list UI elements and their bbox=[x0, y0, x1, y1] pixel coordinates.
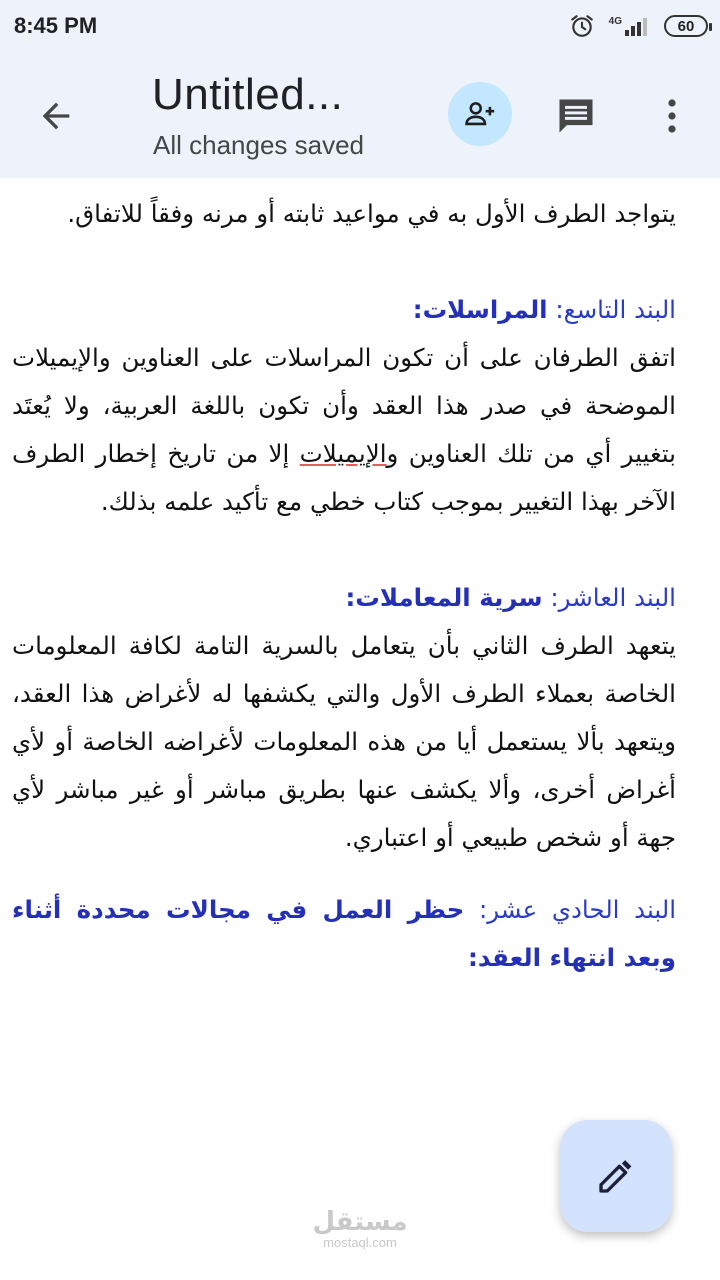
alarm-icon bbox=[569, 13, 595, 39]
clause10-heading bbox=[12, 574, 676, 622]
status-bar bbox=[0, 0, 720, 52]
watermark bbox=[300, 1208, 420, 1250]
back-button[interactable] bbox=[32, 92, 80, 140]
clause9-heading bbox=[12, 286, 676, 334]
edit-pencil-icon bbox=[596, 1156, 636, 1196]
back-arrow-icon bbox=[36, 96, 76, 136]
clause9-body bbox=[12, 334, 676, 526]
share-button[interactable] bbox=[448, 82, 512, 146]
signal-icon bbox=[609, 16, 650, 36]
battery-icon: 60 bbox=[664, 15, 708, 37]
misspelled-word[interactable]: الإيميلات bbox=[299, 439, 387, 468]
comments-button[interactable] bbox=[550, 90, 602, 142]
app-bar bbox=[0, 52, 720, 178]
blank-line bbox=[12, 238, 676, 286]
blank-line bbox=[12, 526, 676, 574]
status-icons bbox=[569, 13, 708, 39]
edit-fab-button[interactable] bbox=[560, 1120, 672, 1232]
clause10-heading-title: سرية المعاملات: bbox=[345, 583, 543, 612]
document-title[interactable]: Untitled... bbox=[152, 70, 344, 119]
clause11-heading-prefix: البند الحادي عشر: bbox=[464, 895, 677, 924]
clause11-heading bbox=[12, 886, 676, 982]
add-person-icon bbox=[463, 97, 497, 131]
more-options-button[interactable] bbox=[650, 90, 694, 142]
blank-line bbox=[12, 862, 676, 886]
clause11-heading-title: حظر العمل في مجالات محددة أثناء وبعد انتهاء العقد: bbox=[12, 895, 676, 972]
clause9-body-part2: إلا من تاريخ إخطار الطرف الآخر بهذا التغيير بموجب كتاب خطي مع تأكيد علمه بذلك. bbox=[12, 439, 676, 516]
clause9-body-part1: اتفق الطرفان على أن تكون المراسلات على العناوين والإيميلات الموضحة في صدر هذا العقد وأن تكون باللغة العربية، ولا يُعتَد بتغيير أي من تلك العناوين و bbox=[12, 343, 676, 468]
more-vert-icon bbox=[666, 98, 678, 134]
document-body[interactable] bbox=[0, 178, 720, 1280]
comment-icon bbox=[554, 94, 598, 138]
watermark-arabic: مستقل bbox=[312, 1207, 408, 1237]
network-type-label: 4G bbox=[608, 16, 622, 27]
clause9-heading-prefix: البند التاسع: bbox=[547, 295, 676, 324]
watermark-latin: mostaql.com bbox=[323, 1235, 397, 1250]
clause9-heading-title: المراسلات: bbox=[412, 295, 548, 324]
status-time: 8:45 PM bbox=[14, 13, 98, 38]
paragraph-intro: يتواجد الطرف الأول به في مواعيد ثابته أو مرنه وفقاً للاتفاق. bbox=[67, 199, 676, 228]
save-status: All changes saved bbox=[153, 130, 365, 160]
clause10-body: يتعهد الطرف الثاني بأن يتعامل بالسرية التامة لكافة المعلومات الخاصة بعملاء الطرف الأول والتي يكشفها له لأغراض هذا العقد، ويتعهد بألا يستعمل أيا من هذه المعلومات لأغراضه الخاصة أو لأي أغراض أخرى، وألا يكشف عنها بطريق مباشر أو غير مباشر لأي جهة أو شخص طبيعي أو اعتباري. bbox=[12, 631, 676, 852]
clause10-heading-prefix: البند العاشر: bbox=[542, 583, 676, 612]
